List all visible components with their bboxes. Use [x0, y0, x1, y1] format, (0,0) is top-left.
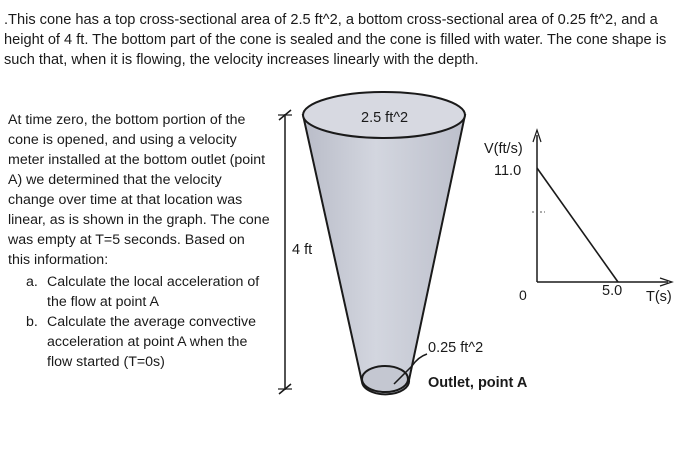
task-a-text: Calculate the local acceleration of the flow at point A	[47, 274, 260, 310]
height-dimension	[278, 110, 312, 394]
y-axis-label: V(ft/s)	[484, 141, 523, 157]
x-value-label: 5.0	[602, 283, 623, 299]
height-label: 4 ft	[292, 242, 313, 258]
top-area-label: 2.5 ft^2	[361, 110, 409, 126]
cone-bottom-ellipse	[362, 366, 408, 392]
velocity-graph	[484, 130, 672, 305]
x-axis-label: T(s)	[646, 289, 672, 305]
velocity-line	[537, 168, 618, 282]
origin-label: 0	[519, 287, 527, 303]
task-b-text: Calculate the average convective acceleration at point A when the flow started (T=0s)	[47, 314, 256, 370]
task-a-label: a.	[26, 274, 38, 290]
y-value-label: 11.0	[494, 163, 522, 179]
problem-description: At time zero, the bottom portion of the cone is opened, and using a velocity meter installed at the bottom outlet (point A) we determined that the velocity change over time at that location was linear, as is shown in the graph. The cone was empty at T=5 seconds. Based on this information:	[8, 112, 270, 268]
task-b-label: b.	[26, 314, 38, 330]
bottom-area-label: 0.25 ft^2	[428, 340, 484, 356]
outlet-label: Outlet, point A	[428, 375, 528, 391]
problem-intro: .This cone has a top cross-sectional area of 2.5 ft^2, a bottom cross-sectional area of 0.25 ft^2, and a height of 4 ft. The bottom part of the cone is sealed and the cone is filled with water. The cone shape is such that, when it is flowing, the velocity increases linearly with the depth.	[4, 12, 667, 68]
